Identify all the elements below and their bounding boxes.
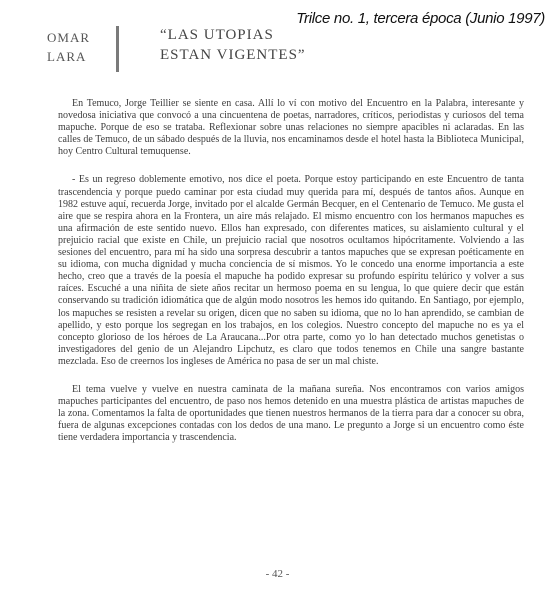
journal-reference: Trilce no. 1, tercera época (Junio 1997): [296, 10, 545, 27]
page-number: - 42 -: [265, 568, 290, 580]
paragraph-intro: En Temuco, Jorge Teillier se siente en casa. Allí lo ví con motivo del Encuentro en la Palabra, interesante y novedosa iniciativa que convocó a una cincuentena de poetas, narradores, críticos, periodistas y curiosos del tema mapuche. Porque de eso se trataba. Reflexionar sobre unas relaciones no siempre apacibles ni aclaradas. En las calles de Temuco, de un sábado después de la lluvia, nos encaminamos desde el hotel hasta la Biblioteca Municipal, hoy Centro Cultural temuquense.: [58, 98, 524, 158]
author-first-name: OMAR: [47, 30, 91, 45]
header-divider: [116, 26, 119, 72]
paragraph-interview: - Es un regreso doblemente emotivo, nos dice el poeta. Porque estoy participando en este Encuentro de tanta trascendencia y porque puedo caminar por esta ciudad muy querida para mí, después de tantos años. Aunque en 1982 estuve aquí, recuerda Jorge, invitado por el alcalde Germán Becquer, en el Centenario de Temuco. Me gusta el aire que se respira ahora en la Frontera, un aire más relajado. El mismo encuentro con los hermanos mapuches es una afirmación de este sentido nuevo. Ellos han expresado, con diferentes matices, su aislamiento cultural y el prejuicio racial que existe en Chile, un prejuicio racial que nosotros ocultamos hipócritamente. Volviendo a las sesiones del encuentro, para mí ha sido una sorpresa descubrir a tantos mapuches que se expresan poéticamente en su idioma, con mucha dignidad y mucha conciencia de sí mismos. Yo le concedo una enorme importancia a este hecho, creo que a través de la poesía el mapuche ha podido expresar su profundo espíritu telúrico y volver a sus raíces. Escuché a una niñita de siete años recitar un hermoso poema en su lengua, lo que quiere decir que están conservando su tradición idiomática que de algún modo nosotros les hemos ido quitando. En Santiago, por ejemplo, los mapuches se resisten a revelar su origen, dicen que no saben su idioma, que no lo han aprendido, se cambian de apellido, y esto porque los segregan en los trabajos, en los colegios. Nuestro concepto del mapuche no es ya el concepto glorioso de los héroes de La Araucana...Por otra parte, como yo lo han detectado muchos genetistas o investigadores del genio de un Alejandro Lipchutz, es claro que todos tenemos en Chile una sangre bastante mezclada. Eso de creernos los ingleses de América no pasa de ser un mal chiste.: [58, 174, 524, 367]
article-title-line-1: “LAS UTOPIAS: [160, 27, 274, 43]
paragraph-walk: El tema vuelve y vuelve en nuestra caminata de la mañana sureña. Nos encontramos con varios amigos mapuches participantes del encuentro, de paso nos hemos detenido en una muestra plástica de artistas mapuches de la zona. Comentamos la falta de oportunidades que tienen nuestros hermanos de la tierra para dar a conocer su obra, fuera de algunas excepciones contadas con los dedos de una mano. Le pregunto a Jorge si un encuentro como éste tiene verdadera importancia y trascendencia.: [58, 383, 524, 444]
article-body: [58, 98, 524, 460]
author-last-name: LARA: [47, 49, 87, 64]
article-title-line-2: ESTAN VIGENTES”: [160, 47, 306, 63]
article-title: [160, 25, 306, 65]
author-name: [47, 28, 90, 66]
